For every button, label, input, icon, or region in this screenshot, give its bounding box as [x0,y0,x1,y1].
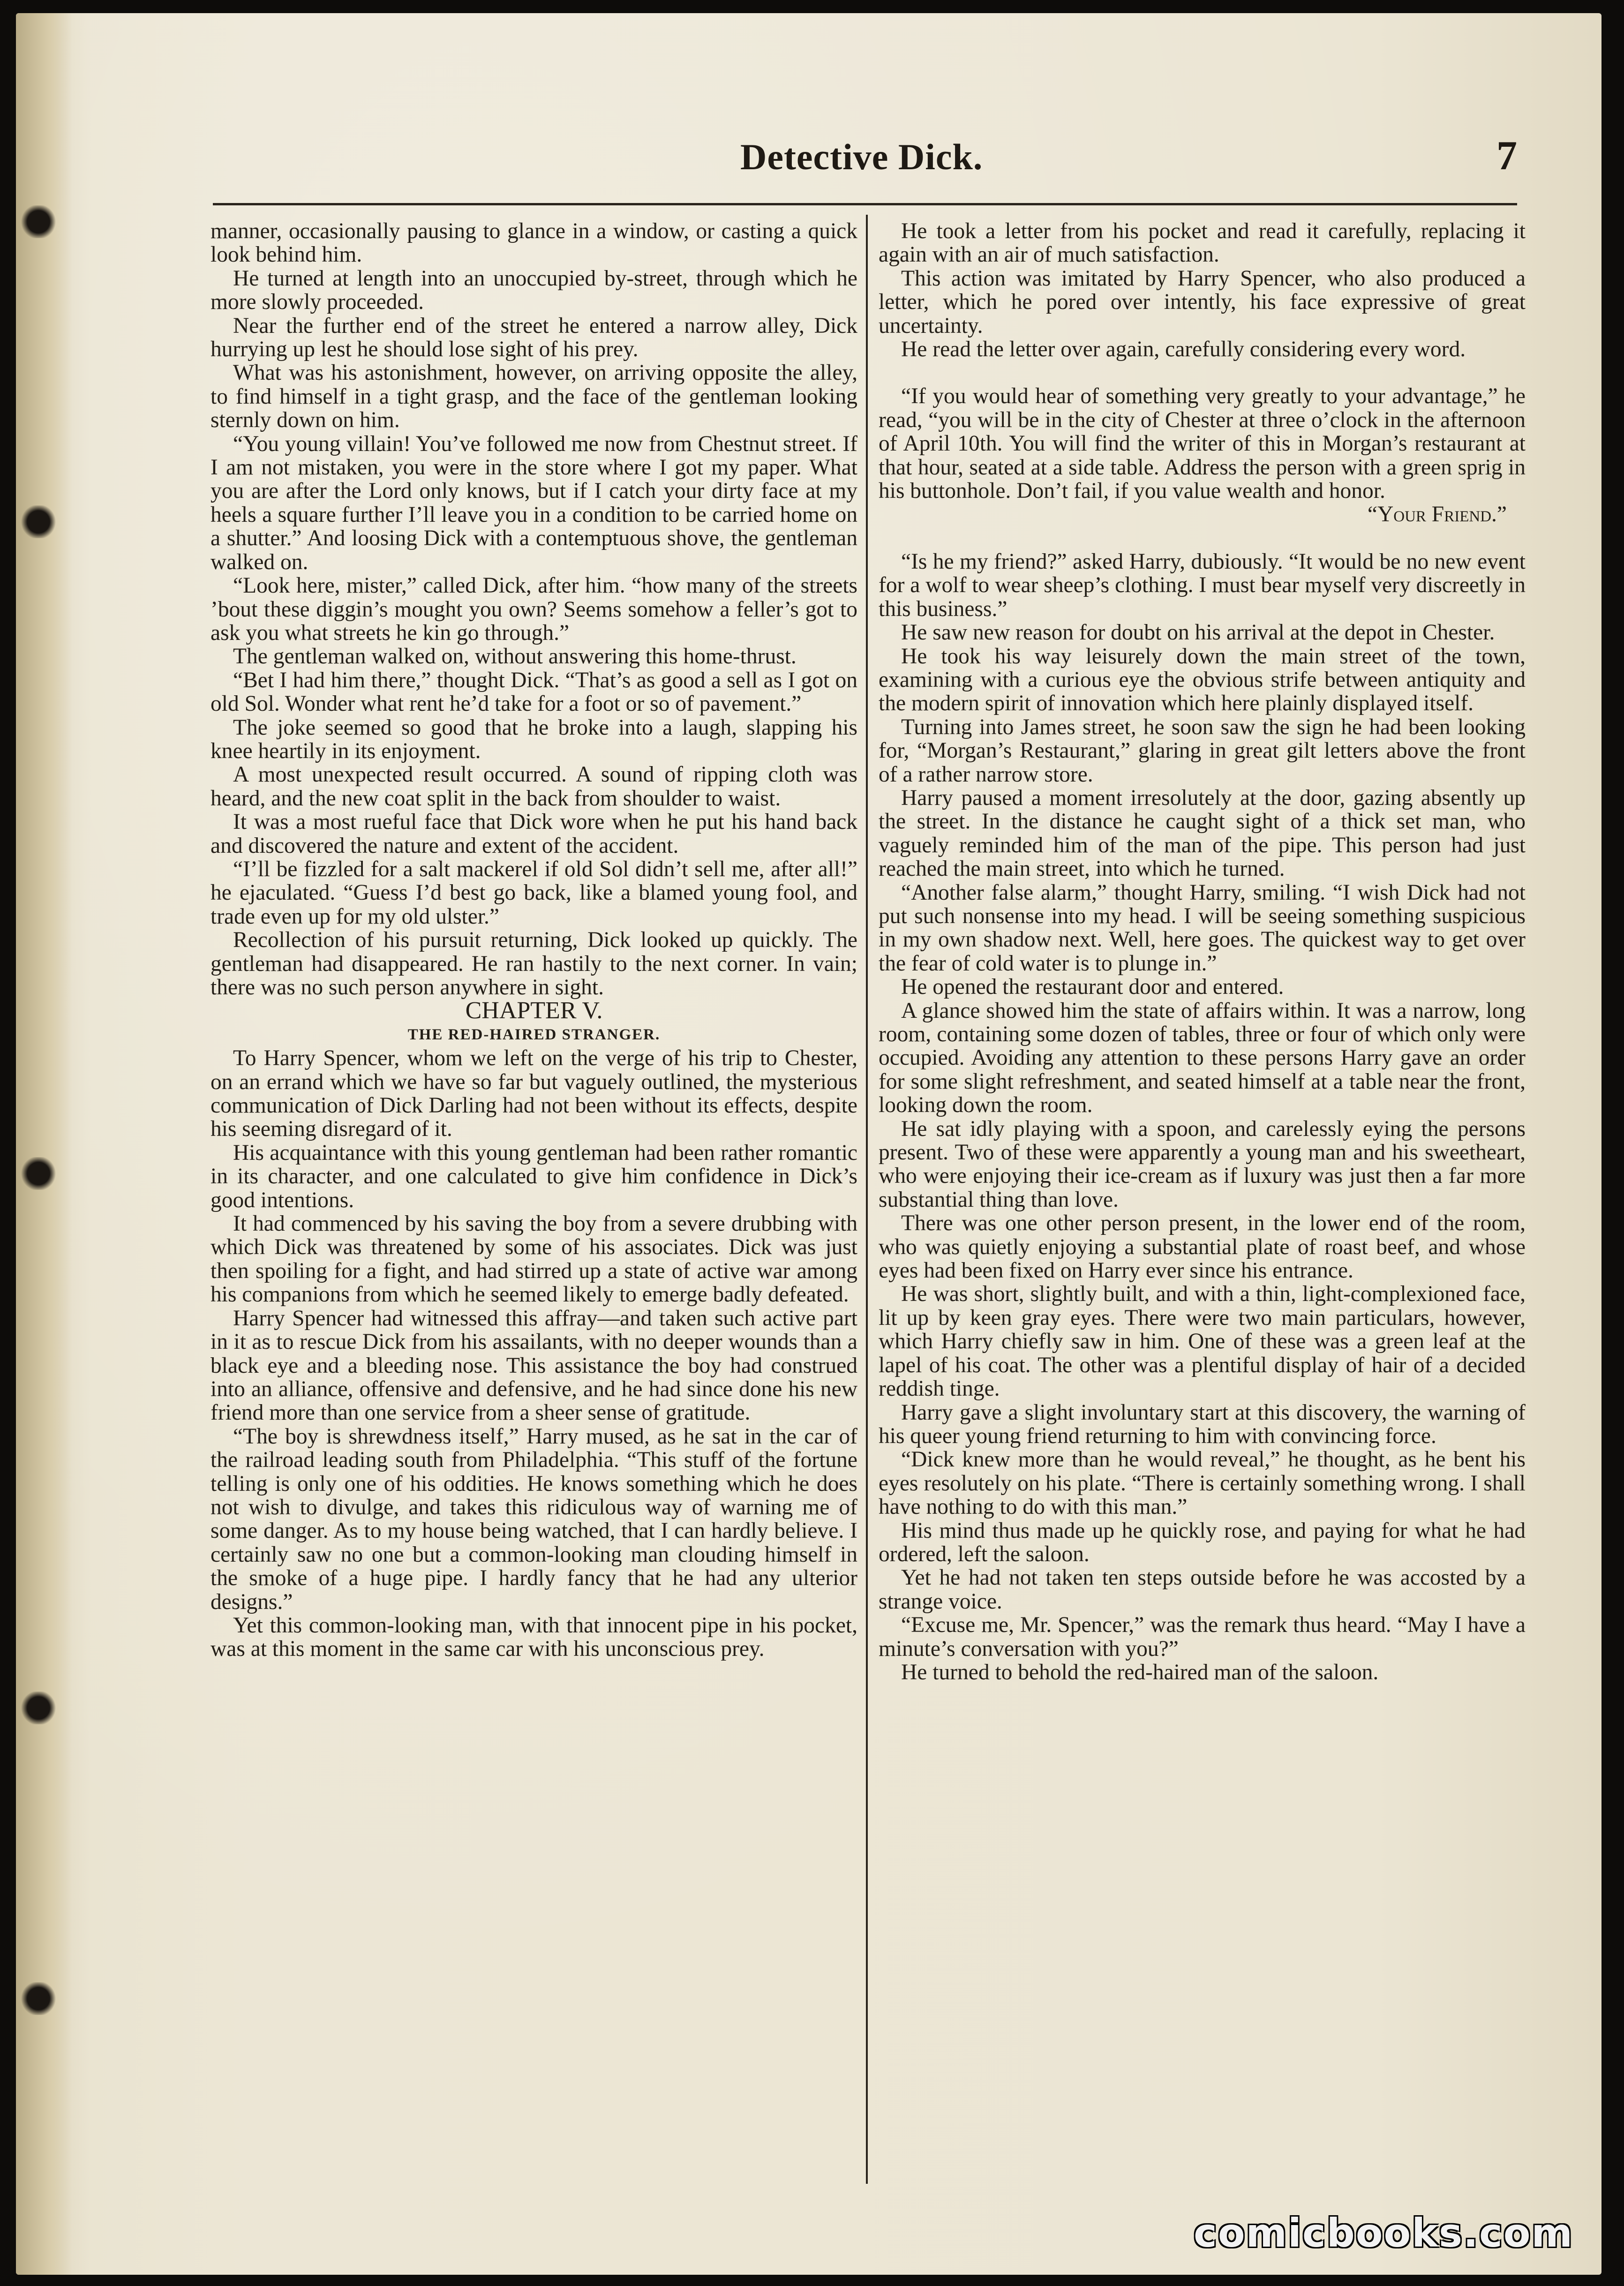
paragraph: manner, occasionally pausing to glance in a window, or casting a quick look behind him. [211,219,857,267]
paragraph: His acquaintance with this young gentleman had been rather romantic in its character, and one calculated to give him confidence in Dick’s good intentions. [211,1140,857,1212]
paragraph: He turned to behold the red-haired man of the saloon. [901,1660,1379,1684]
paragraph: “Look here, mister,” called Dick, after him. “how many of the streets ’bout these diggin’s mought you own? Seems somehow a feller’s got to ask you what streets he kin go through.” [211,573,857,645]
paragraph: It was a most rueful face that Dick wore when he put his hand back and discovered the nature and extent of the accident. [211,810,857,858]
right-column [879,219,1526,2179]
paragraph: His mind thus made up he quickly rose, and paying for what he had ordered, left the saloon. [879,1518,1526,1566]
paragraph: “I’ll be fizzled for a salt mackerel if old Sol didn’t sell me, after all!” he ejaculated. “Guess I’d best go back, like a blamed young fool, and trade even up for my old ulster.” [211,857,857,929]
page-spine-shadow [16,13,72,2275]
page-number: 7 [1496,133,1517,179]
paragraph: It had commenced by his saving the boy from a severe drubbing with which Dick was threatened by some of his associates. Dick was just then spoiling for a fight, and had stirred up a state of active war among his companions from which he seemed likely to emerge badly defeated. [211,1211,857,1307]
binding-staple [20,1157,57,1190]
paragraph: He saw new reason for doubt on his arrival at the depot in Chester. [901,620,1495,645]
chapter-subtitle: THE RED-HAIRED STRANGER. [407,1026,661,1043]
paragraph: “Bet I had him there,” thought Dick. “That’s as good a sell as I got on old Sol. Wonder what rent he’d take for a foot or so of pavement.” [211,668,857,716]
header-rule [213,203,1517,205]
site-watermark: comicbooks.com [1194,2210,1573,2256]
book-page [16,13,1601,2275]
paragraph: Recollection of his pursuit returning, Dick looked up quickly. The gentleman had disappeared. He ran hastily to the next corner. In vain; there was no such person anywhere in sight. [211,928,857,1000]
paragraph: A most unexpected result occurred. A sound of ripping cloth was heard, and the new coat split in the back from shoulder to waist. [211,762,857,811]
paragraph: To Harry Spencer, whom we left on the verge of his trip to Chester, on an errand which we have so far but vaguely outlined, the mysterious communication of Dick Darling had not been without its effects, despite his seeming disregard of it. [211,1046,857,1142]
paragraph: He turned at length into an unoccupied by-street, through which he more slowly proceeded. [211,266,857,315]
spacer [879,526,1526,550]
paragraph: He opened the restaurant door and entered. [901,975,1284,1000]
chapter-title: CHAPTER V. [465,997,603,1024]
binding-staple [20,1692,57,1724]
letter-signature: “Your Friend.” [1367,502,1507,527]
left-column [211,219,857,2179]
paragraph: “Dick knew more than he would reveal,” he thought, as he bent his eyes resolutely on his plate. “There is certainly something wrong. I shall have nothing to do with this man.” [879,1447,1526,1519]
letter-text: “If you would hear of something very greatly to your advantage,” he read, “you will be in the city of Chester at three o’clock in the afternoon of April 10th. You will find the writer of this in Morgan’s restaurant at that hour, seated at a side table. Address the person with a green sprig in his buttonhole. Don’t fail, if you value wealth and honor. [879,384,1526,504]
page-header [213,130,1517,201]
paragraph: The gentleman walked on, without answering this home-thrust. [233,644,797,669]
paragraph: He sat idly playing with a spoon, and carelessly eying the persons present. Two of these were apparently a young man and his sweetheart, who were enjoying their ice-cream as if luxury was just then a far more substantial thing than love. [879,1116,1526,1212]
paragraph: This action was imitated by Harry Spencer, who also produced a letter, which he pored over intently, his face expressive of great uncertainty. [879,266,1526,338]
spacer [879,361,1526,384]
paragraph: He took his way leisurely down the main street of the town, examining with a curious eye the obvious strife between antiquity and the modern spirit of innovation which here plainly displayed itself. [879,644,1526,716]
paragraph: “The boy is shrewdness itself,” Harry mused, as he sat in the car of the railroad leading south from Philadelphia. “This stuff of the fortune telling is only one of his oddities. He knows something which he does not wish to divulge, and takes this ridiculous way of warning me of some danger. As to my house being watched, that I can hardly believe. I certainly saw no one but a common-looking man clouding himself in the smoke of a huge pipe. I hardly fancy that he had any ulterior designs.” [211,1424,857,1614]
paragraph: He read the letter over again, carefully considering every word. [901,337,1466,362]
paragraph: He was short, slightly built, and with a thin, light-complexioned face, lit up by keen gray eyes. There were two main particulars, however, which Harry chiefly saw in him. One of these was a green leaf at the lapel of his coat. The other was a plentiful display of hair of a decided reddish tinge. [879,1282,1526,1401]
paragraph: There was one other person present, in the lower end of the room, who was quietly enjoying a substantial plate of roast beef, and whose eyes had been fixed on Harry ever since his entrance. [879,1211,1526,1283]
column-divider [866,215,868,2184]
binding-staple [20,205,57,238]
paragraph: Yet this common-looking man, with that innocent pipe in his pocket, was at this moment in the same car with his unconscious prey. [211,1613,857,1662]
paragraph: He took a letter from his pocket and read it carefully, replacing it again with an air of much satisfaction. [879,219,1526,267]
paragraph: “Excuse me, Mr. Spencer,” was the remark thus heard. “May I have a minute’s conversation with you?” [879,1613,1526,1661]
binding-staple [20,1982,57,2015]
paragraph: Harry Spencer had witnessed this affray—and taken such active part in it as to rescue Dick from his assailants, with no deeper wounds than a black eye and a bleeding nose. This assistance the boy had construed into an alliance, offensive and defensive, and he had since done his new friend more than one service from a sheer sense of gratitude. [211,1306,857,1425]
paragraph: Harry gave a slight involuntary start at this discovery, the warning of his queer young friend returning to him with convincing force. [879,1400,1526,1448]
paragraph: What was his astonishment, however, on arriving opposite the alley, to find himself in a tight grasp, and the face of the gentleman looking sternly down on him. [211,361,857,433]
paragraph: Harry paused a moment irresolutely at the door, gazing absently up the street. In the distance he caught sight of a thick set man, who vaguely reminded him of the man of the pipe. This person had just reached the main street, into which he turned. [879,785,1526,881]
binding-staple [20,505,57,538]
paragraph: “Another false alarm,” thought Harry, smiling. “I wish Dick had not put such nonsense into my head. I will be seeing something suspicious in my own shadow next. Well, here goes. The quickest way to get over the fear of cold water is to plunge in.” [879,880,1526,976]
paragraph: “You young villain! You’ve followed me now from Chestnut street. If I am not mistaken, you were in the store where I got my paper. What you are after the Lord only knows, but if I catch your dirty face at my heels a square further I’ll leave you in a condition to be carried home on a shutter.” And loosing Dick with a contemptuous shove, the gentleman walked on. [211,431,857,574]
paragraph: “Is he my friend?” asked Harry, dubiously. “It would be no new event for a wolf to wear sheep’s clothing. I must bear myself very discreetly in this business.” [879,549,1526,621]
running-title: Detective Dick. [740,136,983,177]
paragraph: The joke seemed so good that he broke into a laugh, slapping his knee heartily in its enjoyment. [211,715,857,763]
paragraph: A glance showed him the state of affairs within. It was a narrow, long room, containing some dozen of tables, three or four of which only were occupied. Avoiding any attention to these persons Harry gave an order for some slight refreshment, and seated himself at a table near the front, looking down the room. [879,998,1526,1118]
paragraph: Near the further end of the street he entered a narrow alley, Dick hurrying up lest he should lose sight of his prey. [211,313,857,362]
paragraph: Yet he had not taken ten steps outside before he was accosted by a strange voice. [879,1565,1526,1614]
paragraph: Turning into James street, he soon saw the sign he had been looking for, “Morgan’s Restaurant,” glaring in great gilt letters above the front of a rather narrow store. [879,714,1526,787]
